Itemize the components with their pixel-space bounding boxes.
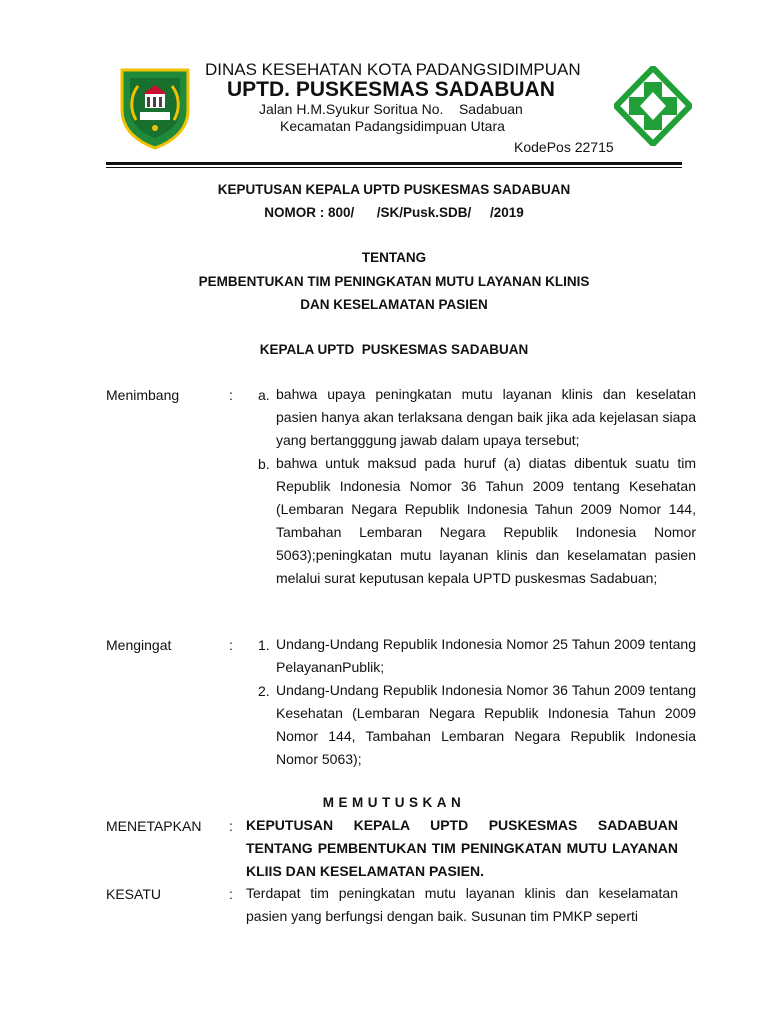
agency-name: DINAS KESEHATAN KOTA PADANGSIDIMPUAN xyxy=(205,60,581,79)
puskesmas-logo xyxy=(614,66,692,146)
letterhead-rule-thick xyxy=(106,162,682,165)
kesatu-label: KESATU xyxy=(106,886,161,902)
menimbang-item-text: bahwa untuk maksud pada huruf (a) diatas dibentuk suatu tim Republik Indonesia Nomor 36 Tahun 2009 tentang Kesehatan (Lembaran Negara Republik Indonesia Tahun 2009 Nomor 144, Tambahan Lembaran Negara Republik Indonesia Nomor 5063);peningkatan mutu layanan klinis dan keselamatan pasien melalui surat keputusan kepala UPTD puskesmas Sadabuan; xyxy=(276,455,696,586)
address-line-2: Kecamatan Padangsidimpuan Utara xyxy=(280,118,505,134)
mengingat-item-marker: 1. xyxy=(258,637,270,653)
puskesmas-name: UPTD. PUSKESMAS SADABUAN xyxy=(227,78,555,101)
mengingat-item-text: Undang-Undang Republik Indonesia Nomor 36 Tahun 2009 tentang Kesehatan (Lembaran Negara Republik Indonesia Tahun 2009 Nomor 144, Tambahan Lembaran Negara Republik Indonesia Nomor 5063); xyxy=(276,682,696,767)
kesatu-text: Terdapat tim peningkatan mutu layanan klinis dan keselamatan pasien yang berfungsi dengan baik. Susunan tim PMKP seperti xyxy=(246,885,678,924)
mengingat-item-marker: 2. xyxy=(258,683,270,699)
memutuskan-heading: MEMUTUSKAN xyxy=(322,795,466,810)
postal-code: KodePos 22715 xyxy=(514,139,614,155)
decree-number: NOMOR : 800/ /SK/Pusk.SDB/ /2019 xyxy=(264,205,524,220)
menimbang-item-marker: a. xyxy=(258,387,270,403)
city-emblem-logo xyxy=(116,66,194,150)
menimbang-colon: : xyxy=(229,387,233,403)
mengingat-label: Mengingat xyxy=(106,637,172,653)
menimbang-label: Menimbang xyxy=(106,387,180,403)
menetapkan-text: KEPUTUSAN KEPALA UPTD PUSKESMAS SADABUAN TENTANG PEMBENTUKAN TIM PENINGKATAN MUTU LAYANAN KLIIS DAN KESELAMATAN PASIEN. xyxy=(246,817,678,879)
menetapkan-colon: : xyxy=(229,818,233,834)
menimbang-item-text: bahwa upaya peningkatan mutu layanan klinis dan keselatan pasien hanya akan terlaksana dengan baik jika ada kejelasan siapa yang bertangggung jawab dalam upaya tersebut; xyxy=(276,386,696,448)
address-line-1: Jalan H.M.Syukur Soritua No. Sadabuan xyxy=(259,101,523,117)
kesatu-colon: : xyxy=(229,886,233,902)
mengingat-item-text: Undang-Undang Republik Indonesia Nomor 25 Tahun 2009 tentang PelayananPublik; xyxy=(276,636,696,675)
head-of-puskesmas: KEPALA UPTD PUSKESMAS SADABUAN xyxy=(259,342,529,357)
subject-line-2: DAN KESELAMATAN PASIEN xyxy=(300,297,488,312)
decree-title: KEPUTUSAN KEPALA UPTD PUSKESMAS SADABUAN xyxy=(217,182,571,197)
about-heading: TENTANG xyxy=(361,250,427,265)
letterhead-rule-thin xyxy=(106,167,682,168)
subject-line-1: PEMBENTUKAN TIM PENINGKATAN MUTU LAYANAN KLINIS xyxy=(198,274,590,289)
menetapkan-label: MENETAPKAN xyxy=(106,818,202,834)
menimbang-item-marker: b. xyxy=(258,456,270,472)
mengingat-colon: : xyxy=(229,637,233,653)
